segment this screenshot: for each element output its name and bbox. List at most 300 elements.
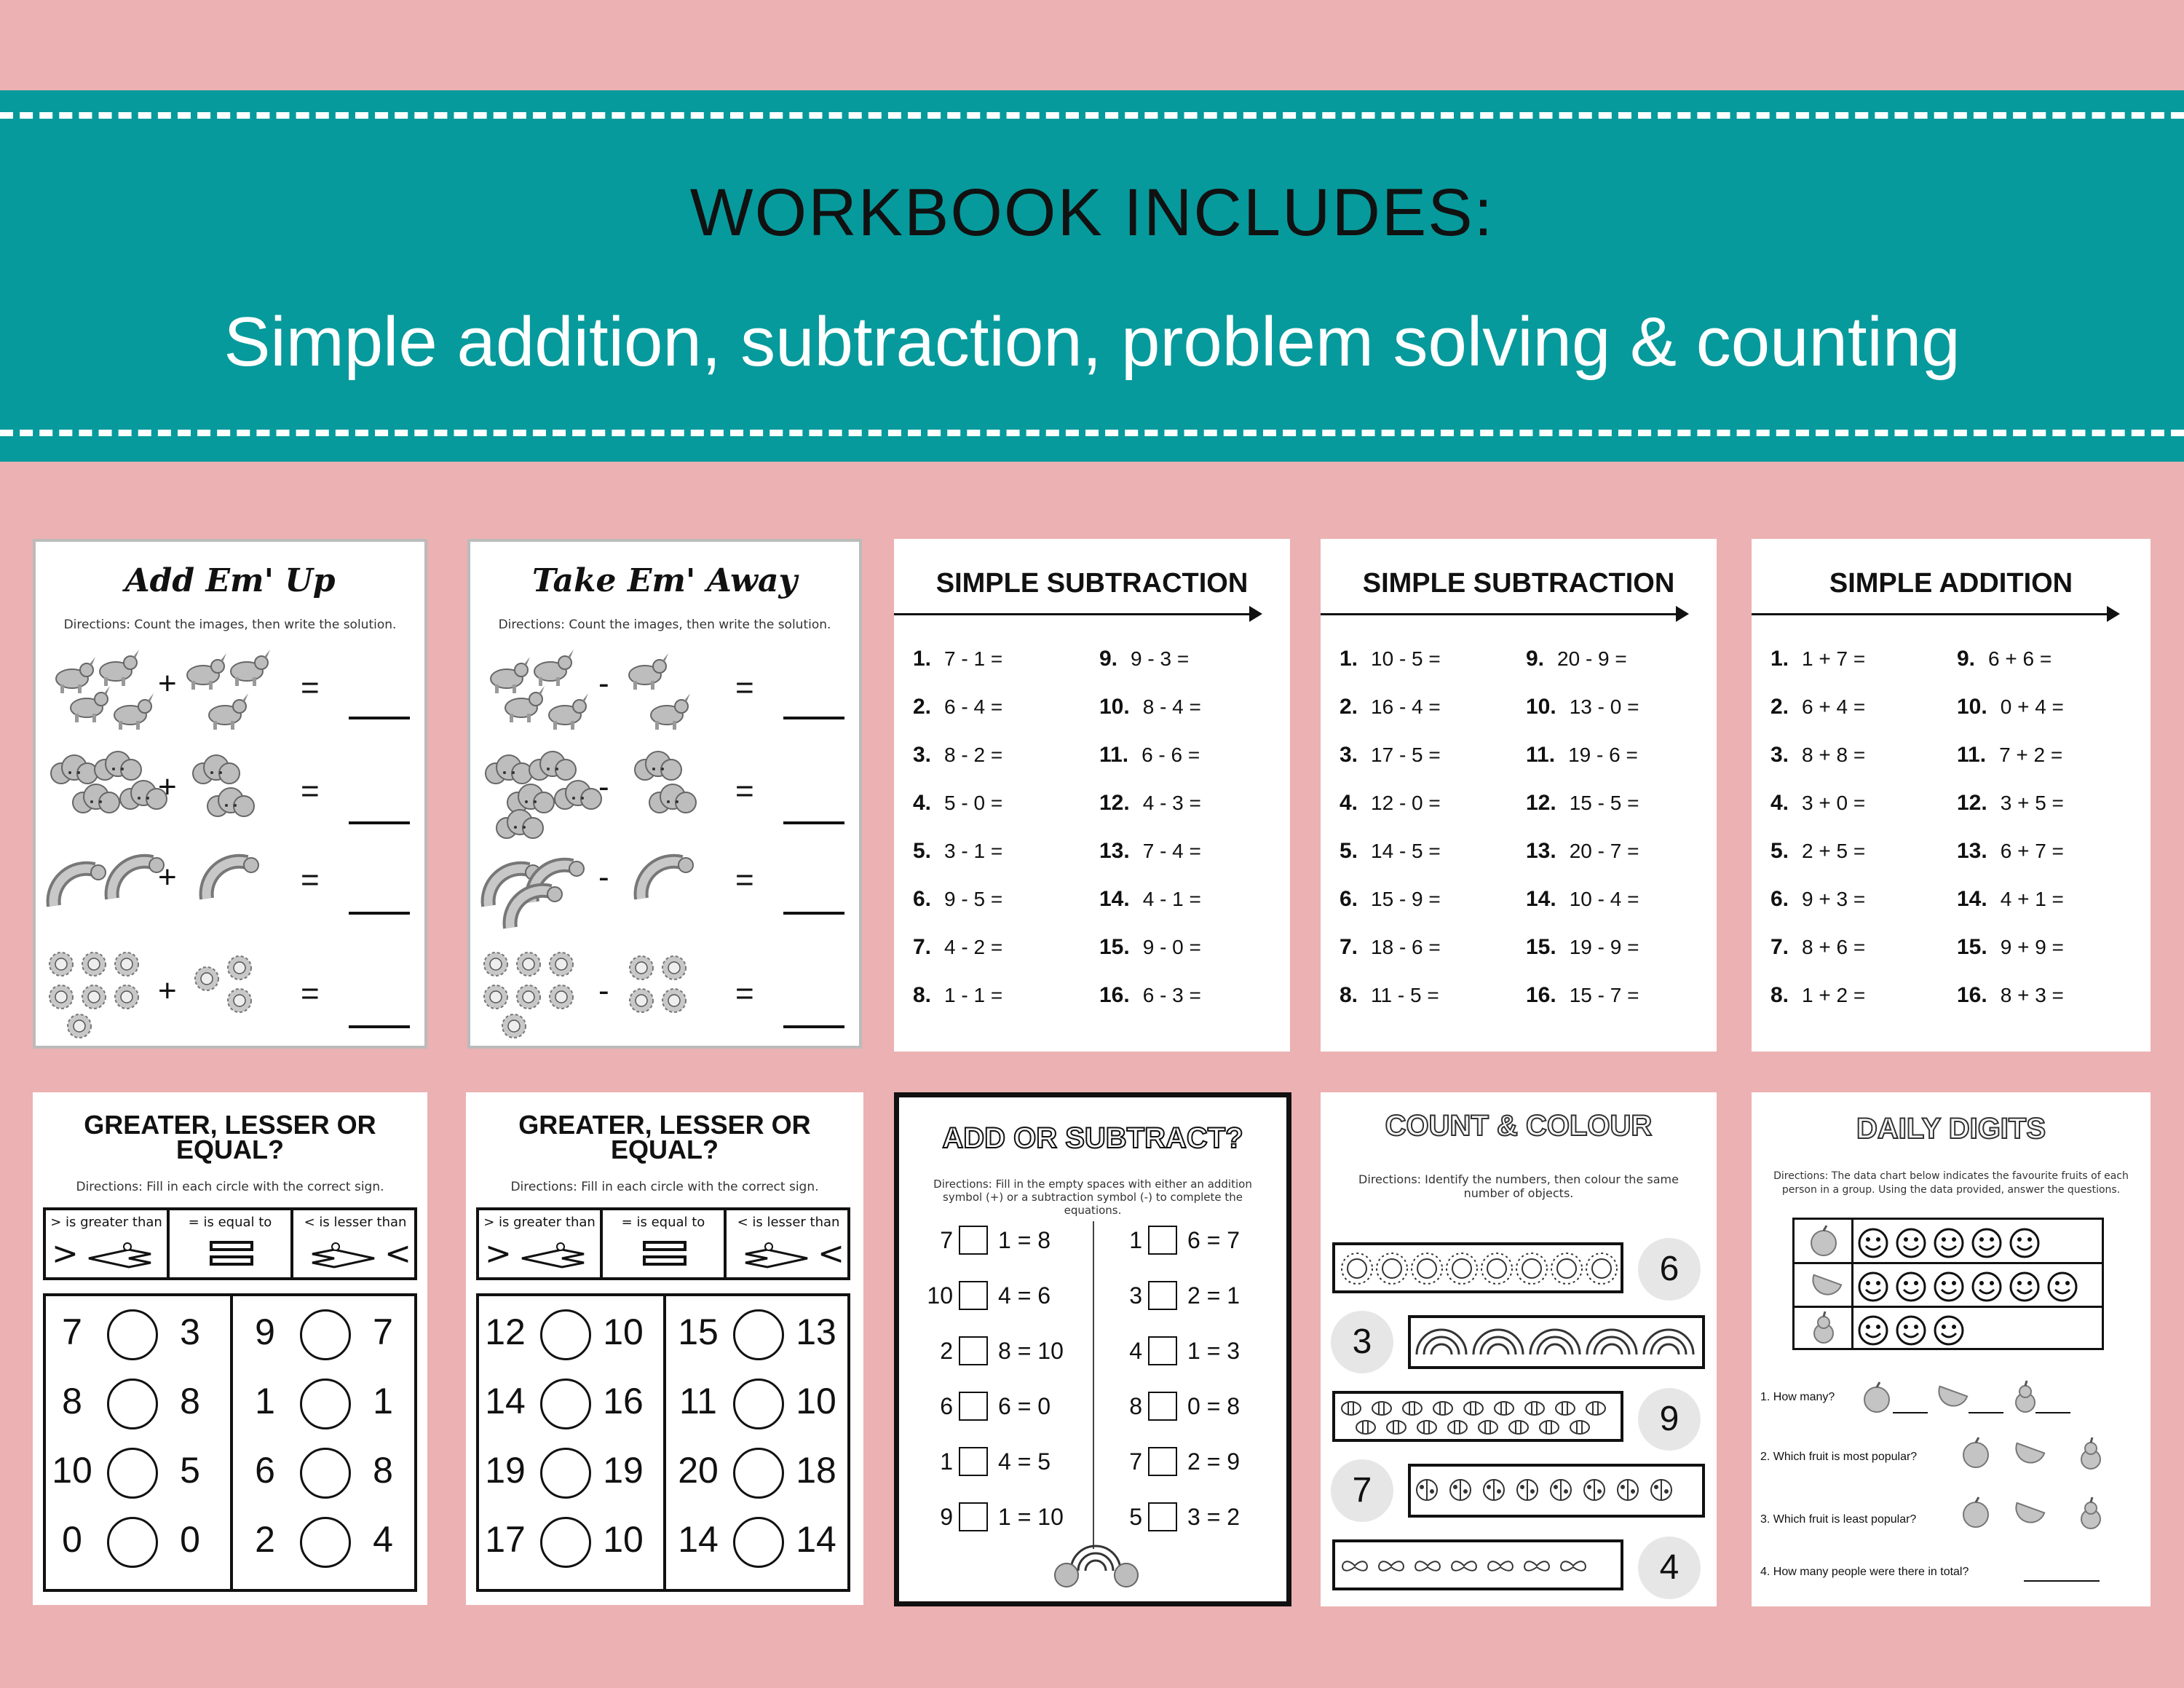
problem-expression: 11 - 5 = <box>1371 984 1439 1006</box>
problem-number: 15. <box>1957 935 1987 959</box>
worksheet-title: ADD OR SUBTRACT? <box>942 1122 1243 1154</box>
equation-number: 1 <box>940 1448 953 1475</box>
worksheet-title: COUNT & COLOUR <box>1385 1110 1653 1142</box>
worksheet-simple-addition <box>1752 539 2151 1052</box>
problem-number: 2. <box>913 695 932 719</box>
problem-expression: 3 + 5 = <box>2000 792 2064 814</box>
problem-expression: 17 - 5 = <box>1371 744 1441 766</box>
problem-number: 5. <box>1340 839 1358 863</box>
problem-number: 3. <box>1340 743 1358 767</box>
problem-expression: 8 + 8 = <box>1802 744 1866 766</box>
problem-number: 9. <box>1957 647 1976 671</box>
answer-circle[interactable] <box>733 1379 784 1429</box>
smiley-icon <box>2049 1273 2076 1301</box>
banner-title: WORKBOOK INCLUDES: <box>689 175 1495 250</box>
cloud-icon <box>51 752 254 816</box>
problem-row[interactable] <box>1957 935 2064 960</box>
answer-circle[interactable] <box>733 1309 784 1360</box>
problem-expression: 4 - 2 = <box>944 936 1003 958</box>
worksheet-directions: Directions: Fill in each circle with the correct sign. <box>510 1180 819 1194</box>
worksheet-title <box>466 1110 863 1164</box>
alligator-icon <box>308 1235 381 1276</box>
object-row[interactable] <box>1408 1464 1705 1518</box>
problem-row[interactable] <box>1099 791 1201 816</box>
problem-row[interactable] <box>1340 647 1441 671</box>
equation-number: 5 <box>1129 1504 1142 1530</box>
equation-number: 7 <box>940 1227 953 1253</box>
problem-row[interactable] <box>1099 647 1189 671</box>
problem-expression: 13 - 0 = <box>1569 695 1639 718</box>
alligator-icon <box>515 1235 588 1276</box>
arrow-line <box>1321 613 1685 615</box>
problem-row[interactable] <box>1340 839 1441 864</box>
smiley-icon <box>1857 1223 2102 1351</box>
problem-number: 13. <box>1526 839 1556 863</box>
problem-row[interactable] <box>1957 695 2064 719</box>
problem-number: 14. <box>1099 887 1130 911</box>
answer-line[interactable] <box>783 821 844 824</box>
ladybug-icon <box>1411 1467 1702 1515</box>
comparison-grid <box>43 1293 417 1592</box>
problem-number: 10. <box>1099 695 1130 719</box>
worksheet-directions: Directions: Identify the numbers, then colour the same number of objects. <box>1358 1172 1679 1200</box>
equation-rest: 1 = 3 <box>1187 1338 1241 1364</box>
problem-number: 11. <box>1526 743 1556 767</box>
problem-row[interactable] <box>1526 743 1638 768</box>
problem-row[interactable] <box>913 887 1002 912</box>
problem-number: 2. <box>1340 695 1358 719</box>
problem-number: 4. <box>1340 791 1358 815</box>
worksheet-simple-subtraction-1 <box>894 539 1290 1052</box>
problem-row[interactable] <box>1526 839 1639 864</box>
problem-row[interactable] <box>1340 791 1441 816</box>
comparison-number: 17 <box>485 1519 526 1560</box>
operator-box[interactable] <box>959 1502 988 1531</box>
problem-expression: 9 - 3 = <box>1131 647 1190 670</box>
rainbow-icon <box>488 858 693 928</box>
problem-expression: 7 + 2 = <box>1999 744 2063 766</box>
legend-label: < is lesser than <box>304 1215 407 1230</box>
problem-row[interactable] <box>1340 887 1441 912</box>
add-em-up-rows <box>36 644 427 1049</box>
plus-sign: + <box>158 769 177 805</box>
equation-number: 10 <box>927 1282 953 1309</box>
problem-number: 14. <box>1957 887 1987 911</box>
worksheet-directions: Directions: Count the images, then write the solution. <box>63 618 397 632</box>
worksheet-title: SIMPLE SUBTRACTION <box>935 568 1249 599</box>
problem-number: 9. <box>1099 647 1118 671</box>
equals-sign: = <box>735 773 754 809</box>
comparison-number: 13 <box>796 1312 836 1352</box>
worksheet-title: Take Em' Away <box>531 562 798 599</box>
problem-row[interactable] <box>1340 695 1441 719</box>
problem-number: 5. <box>913 839 932 863</box>
worksheet-title: Add Em' Up <box>124 562 336 599</box>
arrow-head-icon <box>2107 606 2120 622</box>
comparison-number: 8 <box>62 1381 82 1421</box>
problem-expression: 2 + 5 = <box>1802 840 1866 862</box>
answer-circle[interactable] <box>107 1448 158 1499</box>
comparison-number: 12 <box>485 1312 526 1352</box>
equation-rest: 8 = 10 <box>998 1338 1064 1364</box>
smiley-icon <box>1897 1229 1925 1257</box>
less-than-icon: < <box>818 1235 844 1272</box>
worksheet-title: SIMPLE ADDITION <box>1829 568 2073 599</box>
problem-row[interactable] <box>1340 983 1439 1008</box>
object-row[interactable] <box>1332 1242 1623 1293</box>
equation-rest: 6 = 7 <box>1187 1227 1241 1253</box>
problem-row[interactable] <box>913 647 1002 671</box>
butterfly-icon <box>1335 1542 1621 1588</box>
answer-line[interactable] <box>349 912 410 915</box>
equals-sign: = <box>735 862 754 898</box>
problem-expression: 15 - 7 = <box>1569 984 1639 1006</box>
comparison-number: 16 <box>603 1381 644 1421</box>
answer-circle[interactable] <box>733 1517 784 1568</box>
answer-circle[interactable] <box>107 1517 158 1568</box>
problem-row[interactable] <box>1526 791 1639 816</box>
banner-top-stitch <box>0 112 2184 119</box>
operator-box[interactable] <box>1148 1447 1177 1476</box>
answer-circle[interactable] <box>300 1309 351 1360</box>
title-line: EQUAL? <box>611 1135 719 1164</box>
worksheet-directions: Directions: Fill in the empty spaces with either an addition symbol (+) or a subtraction symbol (-) to complete the equations. <box>933 1178 1252 1217</box>
problem-number: 9. <box>1526 647 1545 671</box>
operator-box[interactable] <box>1148 1226 1177 1255</box>
problem-expression: 9 - 5 = <box>944 888 1003 910</box>
answer-circle[interactable] <box>300 1448 351 1499</box>
smiley-icon <box>1859 1273 1887 1301</box>
fruit-icon <box>1800 1221 1851 1349</box>
problem-expression: 6 + 4 = <box>1802 695 1866 718</box>
worksheet-title: SIMPLE SUBTRACTION <box>1362 568 1675 599</box>
greater-than-icon: > <box>52 1235 79 1272</box>
problem-row[interactable] <box>1099 695 1201 719</box>
number-bubble: 6 <box>1638 1238 1701 1301</box>
problem-number: 13. <box>1099 839 1130 863</box>
answer-circle[interactable] <box>300 1379 351 1429</box>
answer-line[interactable] <box>783 717 844 719</box>
number-bubble: 3 <box>1331 1311 1393 1373</box>
equation-number: 7 <box>1129 1448 1142 1475</box>
problem-expression: 15 - 9 = <box>1371 888 1441 910</box>
legend-cell <box>46 1210 170 1277</box>
problem-row[interactable] <box>1770 695 1865 719</box>
problem-row[interactable] <box>1099 887 1201 912</box>
comparison-grid <box>476 1293 850 1592</box>
legend-label: = is equal to <box>188 1215 272 1230</box>
comparison-number: 0 <box>180 1519 200 1560</box>
equation-number: 4 <box>1129 1338 1142 1364</box>
comparison-number: 7 <box>62 1312 82 1352</box>
problem-number: 3. <box>913 743 932 767</box>
problem-row[interactable] <box>1770 839 1865 864</box>
plus-sign: + <box>158 859 177 895</box>
equation-rest: 3 = 2 <box>1187 1504 1241 1530</box>
problem-row[interactable] <box>1340 743 1441 768</box>
number-bubble: 9 <box>1638 1388 1701 1451</box>
arrow-head-icon <box>1249 606 1262 622</box>
problem-number: 12. <box>1099 791 1130 815</box>
problem-expression: 18 - 6 = <box>1371 936 1441 958</box>
smiley-icon <box>1935 1317 1963 1344</box>
problem-expression: 8 + 6 = <box>1802 936 1866 958</box>
problem-row[interactable] <box>913 839 1002 864</box>
answer-circle[interactable] <box>107 1309 158 1360</box>
minus-sign: - <box>598 973 609 1009</box>
smiley-icon <box>1859 1229 1887 1257</box>
operator-box[interactable] <box>959 1336 988 1365</box>
title-line: GREATER, LESSER OR <box>84 1110 376 1140</box>
problem-number: 14. <box>1526 887 1556 911</box>
problem-number: 2. <box>1770 695 1789 719</box>
problem-expression: 5 - 0 = <box>944 792 1003 814</box>
take-em-away-rows <box>470 644 862 1049</box>
problem-expression: 10 - 5 = <box>1371 647 1441 670</box>
answer-circle[interactable] <box>540 1309 591 1360</box>
problem-row[interactable] <box>913 695 1002 719</box>
legend-cell <box>170 1210 293 1277</box>
problem-expression: 8 - 4 = <box>1142 695 1201 718</box>
problem-expression: 20 - 7 = <box>1569 840 1639 862</box>
problem-row[interactable] <box>1770 935 1865 960</box>
operator-box[interactable] <box>959 1226 988 1255</box>
comparison-number: 2 <box>255 1519 275 1560</box>
comparison-number: 7 <box>373 1312 393 1352</box>
answer-line[interactable] <box>349 1025 410 1028</box>
problem-row[interactable] <box>1957 743 2062 768</box>
problem-row[interactable] <box>1526 695 1639 719</box>
legend-label: = is equal to <box>621 1215 705 1230</box>
operator-box[interactable] <box>1148 1336 1177 1365</box>
comparison-number: 19 <box>603 1450 644 1491</box>
problem-expression: 6 + 7 = <box>2000 840 2064 862</box>
comparison-number: 10 <box>603 1519 644 1560</box>
problem-row[interactable] <box>913 935 1002 960</box>
question-2: 2. Which fruit is most popular? <box>1760 1451 1918 1463</box>
comparison-number: 8 <box>373 1450 393 1491</box>
problem-expression: 0 + 4 = <box>2000 695 2064 718</box>
comparison-number: 14 <box>485 1381 526 1421</box>
worksheet-count-colour <box>1321 1092 1717 1606</box>
problem-expression: 8 + 3 = <box>2000 984 2064 1006</box>
problem-row[interactable] <box>1770 743 1865 768</box>
problem-number: 5. <box>1770 839 1789 863</box>
equals-sign: = <box>735 976 754 1011</box>
worksheet-directions: Directions: The data chart below indicates the favourite fruits of each person in a group. Using the data provided, answer the questions. <box>1773 1170 2129 1196</box>
object-row[interactable] <box>1332 1391 1623 1442</box>
operator-box[interactable] <box>959 1392 988 1421</box>
equation-number: 1 <box>1129 1227 1142 1253</box>
legend-cell <box>727 1210 850 1277</box>
problem-row[interactable] <box>1526 983 1639 1008</box>
worksheet-title: DAILY DIGITS <box>1856 1113 2046 1145</box>
comparison-number: 8 <box>180 1381 200 1421</box>
comparison-number: 20 <box>678 1450 719 1491</box>
problem-row[interactable] <box>1099 839 1201 864</box>
comparison-number: 0 <box>62 1519 82 1560</box>
comparison-number: 18 <box>796 1450 836 1491</box>
comparison-number: 10 <box>796 1381 836 1421</box>
smiley-icon <box>1897 1273 1925 1301</box>
answer-circle[interactable] <box>540 1379 591 1429</box>
problem-expression: 15 - 5 = <box>1569 792 1639 814</box>
smiley-icon <box>1973 1273 2001 1301</box>
problem-expression: 9 + 9 = <box>2000 936 2064 958</box>
banner-bottom-stitch <box>0 430 2184 436</box>
problem-expression: 19 - 9 = <box>1569 936 1639 958</box>
symbol-legend <box>43 1207 417 1280</box>
problem-number: 4. <box>1770 791 1789 815</box>
arrow-head-icon <box>1676 606 1689 622</box>
smiley-icon <box>2011 1229 2038 1257</box>
problem-row[interactable] <box>1099 935 1201 960</box>
fruit-answer-icons <box>1861 1378 2137 1421</box>
minus-sign: - <box>598 859 609 895</box>
problem-expression: 10 - 4 = <box>1569 888 1639 910</box>
title-line: EQUAL? <box>176 1135 284 1164</box>
problem-row[interactable] <box>1099 743 1200 768</box>
minus-sign: - <box>598 666 609 701</box>
problem-number: 16. <box>1957 983 1987 1007</box>
equation-rest: 4 = 6 <box>998 1282 1051 1309</box>
problem-row[interactable] <box>1770 647 1865 671</box>
problem-row[interactable] <box>913 983 1002 1008</box>
problem-expression: 16 - 4 = <box>1371 695 1441 718</box>
problem-expression: 14 - 5 = <box>1371 840 1441 862</box>
problem-number: 13. <box>1957 839 1987 863</box>
comparison-number: 3 <box>180 1312 200 1352</box>
problem-row[interactable] <box>1770 983 1865 1008</box>
comparison-number: 4 <box>373 1519 393 1560</box>
answer-circle[interactable] <box>107 1379 158 1429</box>
question-3: 3. Which fruit is least popular? <box>1760 1513 1917 1526</box>
smiley-icon <box>1935 1229 1963 1257</box>
equation-rest: 0 = 8 <box>1187 1393 1241 1419</box>
question-1: 1. How many? <box>1760 1391 1835 1403</box>
problem-number: 1. <box>1340 647 1358 671</box>
problem-row[interactable] <box>1957 791 2064 816</box>
column-divider <box>1093 1221 1094 1549</box>
sun-icon <box>1335 1245 1621 1290</box>
comparison-number: 10 <box>52 1450 92 1491</box>
equals-icon <box>210 1241 253 1251</box>
problem-number: 15. <box>1099 935 1130 959</box>
legend-label: > is greater than <box>483 1215 596 1230</box>
problem-row[interactable] <box>913 743 1002 768</box>
problem-row[interactable] <box>1526 647 1627 671</box>
problem-expression: 3 - 1 = <box>944 840 1003 862</box>
flower-icon <box>50 953 251 1038</box>
problem-row[interactable] <box>1526 935 1639 960</box>
comparison-number: 14 <box>678 1519 719 1560</box>
problem-row[interactable] <box>1957 647 2052 671</box>
answer-circle[interactable] <box>540 1517 591 1568</box>
grid-divider <box>663 1296 666 1589</box>
equation-rest: 2 = 1 <box>1187 1282 1241 1309</box>
operator-box[interactable] <box>1148 1392 1177 1421</box>
problem-expression: 7 - 4 = <box>1142 840 1201 862</box>
answer-line[interactable] <box>2024 1580 2100 1582</box>
problem-expression: 19 - 6 = <box>1568 744 1638 766</box>
legend-cell <box>293 1210 417 1277</box>
operator-box[interactable] <box>1148 1281 1177 1310</box>
problem-number: 16. <box>1099 983 1130 1007</box>
flower-icon <box>484 953 686 1038</box>
problem-number: 7. <box>1770 935 1789 959</box>
problem-number: 8. <box>913 983 932 1007</box>
problem-row[interactable] <box>1957 983 2064 1008</box>
problem-row[interactable] <box>1770 887 1865 912</box>
answer-line[interactable] <box>783 912 844 915</box>
problem-row[interactable] <box>1957 839 2064 864</box>
problem-number: 6. <box>913 887 932 911</box>
answer-line[interactable] <box>349 821 410 824</box>
problem-row[interactable] <box>1770 791 1865 816</box>
object-row[interactable] <box>1332 1539 1623 1590</box>
answer-circle[interactable] <box>733 1448 784 1499</box>
equation-rest: 4 = 5 <box>998 1448 1051 1475</box>
problem-row[interactable] <box>1099 983 1201 1008</box>
equals-sign: = <box>301 862 320 898</box>
problem-row[interactable] <box>913 791 1002 816</box>
cloud-icon <box>486 752 696 838</box>
problem-expression: 6 - 3 = <box>1142 984 1201 1006</box>
answer-line[interactable] <box>349 717 410 719</box>
worksheet-daily-digits <box>1752 1092 2151 1606</box>
title-line: GREATER, LESSER OR <box>518 1110 811 1140</box>
problem-expression: 4 - 3 = <box>1142 792 1201 814</box>
problem-number: 7. <box>913 935 932 959</box>
fruit-answer-icons <box>1960 1433 2142 1478</box>
problem-expression: 12 - 0 = <box>1371 792 1441 814</box>
answer-circle[interactable] <box>300 1517 351 1568</box>
problem-number: 7. <box>1340 935 1358 959</box>
problem-expression: 4 + 1 = <box>2000 888 2064 910</box>
number-bubble: 4 <box>1638 1537 1701 1599</box>
operator-box[interactable] <box>959 1447 988 1476</box>
equals-icon <box>643 1241 687 1251</box>
operator-box[interactable] <box>1148 1502 1177 1531</box>
worksheet-greater-lesser-2 <box>466 1092 863 1605</box>
equals-sign: = <box>301 976 320 1011</box>
comparison-number: 11 <box>679 1381 717 1421</box>
problem-expression: 6 - 6 = <box>1142 744 1200 766</box>
bee-icon <box>1335 1394 1621 1439</box>
fruit-chart <box>1792 1218 2104 1350</box>
problem-number: 3. <box>1770 743 1789 767</box>
rainbow-icon <box>1411 1318 1702 1366</box>
worksheet-title <box>33 1110 427 1164</box>
smiley-icon <box>1973 1229 2001 1257</box>
problem-number: 8. <box>1770 983 1789 1007</box>
object-row[interactable] <box>1408 1315 1705 1369</box>
minus-sign: - <box>598 769 609 805</box>
problem-row[interactable] <box>1340 935 1441 960</box>
operator-box[interactable] <box>959 1281 988 1310</box>
problem-expression: 7 - 1 = <box>944 647 1003 670</box>
problem-row[interactable] <box>1957 887 2064 912</box>
problem-number: 6. <box>1770 887 1789 911</box>
answer-circle[interactable] <box>540 1448 591 1499</box>
answer-line[interactable] <box>783 1025 844 1028</box>
comparison-number: 10 <box>603 1312 644 1352</box>
problem-row[interactable] <box>1526 887 1639 912</box>
problem-number: 12. <box>1526 791 1556 815</box>
problem-number: 1. <box>1770 647 1789 671</box>
symbol-legend <box>476 1207 850 1280</box>
comparison-number: 15 <box>678 1312 719 1352</box>
